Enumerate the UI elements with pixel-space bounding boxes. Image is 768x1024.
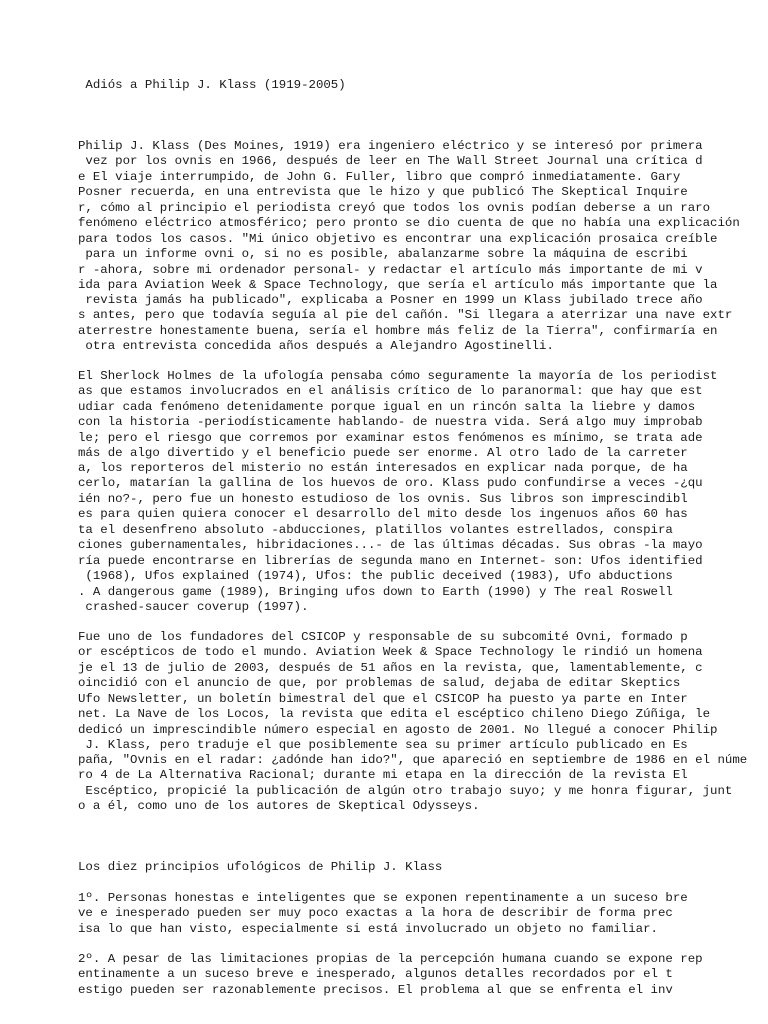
text-line: ría puede encontrarse en librerías de segunda mano en Internet- son: Ufos identified: [78, 554, 703, 568]
text-line: revista jamás ha publicado", explicaba a Posner en 1999 un Klass jubilado trece año: [78, 293, 703, 307]
text-line: estigo pueden ser razonablemente precisos. El problema al que se enfrenta el inv: [78, 983, 673, 997]
text-line: ta el desenfreno absoluto -abducciones, platillos volantes estrellados, conspira: [78, 523, 673, 537]
text-line: otra entrevista concedida años después a Alejandro Agostinelli.: [78, 339, 554, 353]
text-line: ién no?-, pero fue un honesto estudioso de los ovnis. Sus libros son imprescindibl: [78, 492, 688, 506]
text-line: Fue uno de los fundadores del CSICOP y responsable de su subcomité Ovni, formado p: [78, 630, 688, 644]
text-line: cerlo, matarían la gallina de los huevos de oro. Klass pudo confundirse a veces -¿qu: [78, 476, 703, 490]
text-line: El Sherlock Holmes de la ufología pensaba cómo seguramente la mayoría de los periodist: [78, 369, 718, 383]
text-line: ve e inesperado pueden ser muy poco exactas a la hora de describir de forma prec: [78, 906, 673, 920]
text-line: ciones gubernamentales, hibridaciones...- de las últimas décadas. Sus obras -la mayo: [78, 538, 703, 552]
text-line: Escéptico, propicié la publicación de algún otro trabajo suyo; y me honra figurar, junt: [78, 784, 733, 798]
text-line: J. Klass, pero traduje el que posiblemente sea su primer artículo publicado en Es: [78, 738, 688, 752]
text-line: paña, "Ovnis en el radar: ¿adónde han ido?", que apareció en septiembre de 1986 en el núme: [78, 753, 748, 767]
text-line: oincidió con el anuncio de que, por problemas de salud, dejaba de editar Skeptics: [78, 676, 681, 690]
text-line: para todos los casos. "Mi único objetivo es encontrar una explicación prosaica creíble: [78, 232, 718, 246]
text-line: 2º. A pesar de las limitaciones propias de la percepción humana cuando se expone rep: [78, 952, 703, 966]
text-line: fenómeno eléctrico atmosférico; pero pronto se dio cuenta de que no había una explicación: [78, 216, 740, 230]
text-line: (1968), Ufos explained (1974), Ufos: the public deceived (1983), Ufo abductions: [78, 569, 673, 583]
text-line: e El viaje interrumpido, de John G. Fuller, libro que compró inmediatamente. Gary: [78, 170, 681, 184]
text-line: r -ahora, sobre mi ordenador personal- y redactar el artículo más importante de mi v: [78, 263, 703, 277]
text-line: s antes, pero que todavía seguía al pie del cañón. "Si llegara a aterrizar una nave extr: [78, 308, 733, 322]
text-line: Ufo Newsletter, un boletín bimestral del que el CSICOP ha puesto ya parte en Inter: [78, 692, 688, 706]
text-line: es para quien quiera conocer el desarrollo del mito desde los ingenuos años 60 has: [78, 507, 688, 521]
section-title: Los diez principios ufológicos de Philip J. Klass: [78, 860, 443, 874]
text-line: con la historia -periodísticamente hablando- de nuestra vida. Será algo muy improbab: [78, 415, 703, 429]
text-line: or escépticos de todo el mundo. Aviation Week & Space Technology le rindió un homena: [78, 645, 703, 659]
text-line: para un informe ovni o, si no es posible, abalanzarme sobre la máquina de escribi: [78, 247, 688, 261]
text-line: r, cómo al principio el periodista creyó que todos los ovnis podían deberse a un raro: [78, 201, 711, 215]
text-line: udiar cada fenómeno detenidamente porque igual en un rincón salta la liebre y damos: [78, 400, 696, 414]
text-line: . A dangerous game (1989), Bringing ufos down to Earth (1990) y The real Roswell: [78, 585, 673, 599]
article-title: Adiós a Philip J. Klass (1919-2005): [78, 78, 346, 92]
text-line: isa lo que han visto, especialmente si está involucrado un objeto no familiar.: [78, 922, 658, 936]
text-line: le; pero el riesgo que corremos por examinar estos fenómenos es mínimo, se trata ade: [78, 431, 703, 445]
text-line: dedicó un imprescindible número especial en agosto de 2001. No llegué a conocer Philip: [78, 723, 718, 737]
text-line: crashed-saucer coverup (1997).: [78, 600, 309, 614]
text-line: Philip J. Klass (Des Moines, 1919) era ingeniero eléctrico y se interesó por primera: [78, 139, 703, 153]
text-line: a, los reporteros del misterio no están interesados en explicar nada porque, de ha: [78, 461, 688, 475]
text-line: ida para Aviation Week & Space Technology, que sería el artículo más importante que la: [78, 278, 718, 292]
text-line: ro 4 de La Alternativa Racional; durante mi etapa en la dirección de la revista El: [78, 768, 688, 782]
text-line: Posner recuerda, en una entrevista que le hizo y que publicó The Skeptical Inquire: [78, 185, 688, 199]
text-line: je el 13 de julio de 2003, después de 51 años en la revista, que, lamentablemente, c: [78, 661, 703, 675]
text-line: net. La Nave de los Locos, la revista que edita el escéptico chileno Diego Zúñiga, le: [78, 707, 711, 721]
text-line: as que estamos involucrados en el análisis crítico de lo paranormal: que hay que est: [78, 384, 703, 398]
text-line: aterrestre honestamente buena, sería el hombre más feliz de la Tierra", confirmaría en: [78, 324, 718, 338]
text-line: más de algo divertido y el beneficio puede ser enorme. Al otro lado de la carreter: [78, 446, 688, 460]
text-line: o a él, como uno de los autores de Skeptical Odysseys.: [78, 799, 480, 813]
text-line: entinamente a un suceso breve e inesperado, algunos detalles recordados por el t: [78, 967, 673, 981]
text-line: vez por los ovnis en 1966, después de leer en The Wall Street Journal una crítica d: [78, 154, 703, 168]
text-line: 1º. Personas honestas e inteligentes que se exponen repentinamente a un suceso bre: [78, 891, 688, 905]
